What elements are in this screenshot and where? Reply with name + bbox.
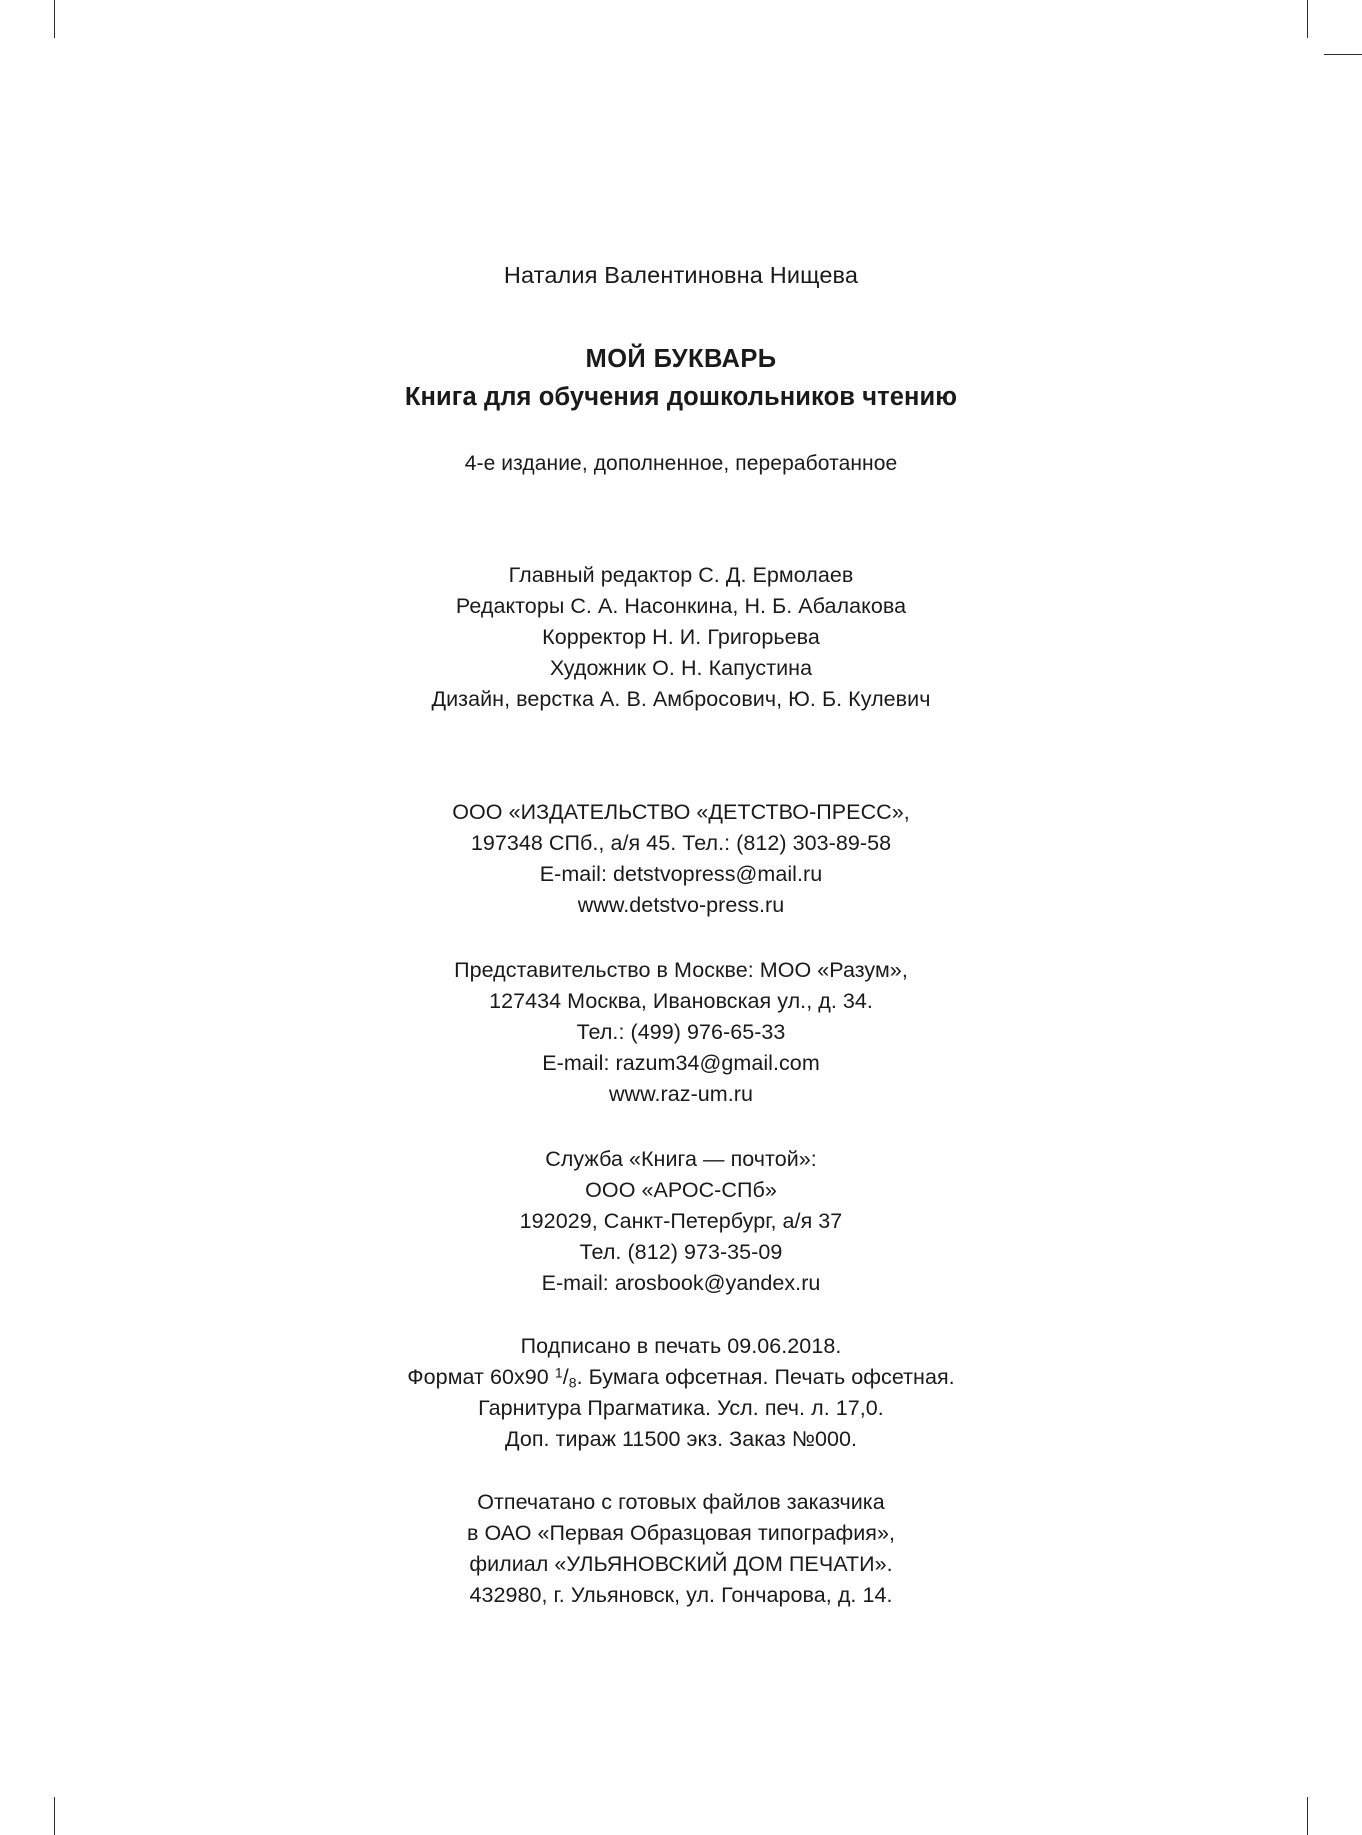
staff-credits [231, 560, 1131, 715]
staff-line: Редакторы С. А. Насонкина, Н. Б. Абалакова [455, 594, 907, 618]
moscow-email: E-mail: razum34@gmail.com [542, 1051, 820, 1075]
print-signed-date: Подписано в печать 09.06.2018. [520, 1334, 842, 1358]
staff-line: Корректор Н. И. Григорьева [542, 625, 820, 649]
print-typeface: Гарнитура Прагматика. Усл. печ. л. 17,0. [478, 1396, 884, 1420]
moscow-office-info [231, 955, 1131, 1110]
printer-line: Отпечатано с готовых файлов заказчика [477, 1490, 885, 1514]
printer-line: в ОАО «Первая Образцовая типография», [467, 1521, 895, 1545]
crop-mark-top-right-horizontal [1324, 54, 1362, 55]
publisher-website: www.detstvo-press.ru [577, 893, 785, 917]
mail-order-line: 192029, Санкт-Петербург, а/я 37 [519, 1209, 843, 1233]
format-denominator: 8 [568, 1374, 577, 1391]
moscow-website: www.raz-um.ru [608, 1082, 753, 1106]
mail-order-info [231, 1144, 1131, 1299]
author-name: Наталия Валентиновна Нищева [503, 262, 859, 288]
publisher-line: 197348 СПб., а/я 45. Тел.: (812) 303-89-58 [470, 831, 892, 855]
crop-mark-top-left [54, 0, 55, 38]
colophon [231, 262, 1131, 1611]
staff-line: Художник О. Н. Капустина [549, 656, 813, 680]
print-format: Формат 60х90 $^1/_8$. Бумага офсетная. Печать офсетная. [407, 1364, 955, 1391]
mail-order-phone: Тел. (812) 973-35-09 [579, 1240, 783, 1264]
moscow-line: 127434 Москва, Ивановская ул., д. 34. [489, 989, 873, 1013]
print-run: Доп. тираж 11500 экз. Заказ №000. [505, 1427, 857, 1451]
format-suffix: . Бумага офсетная. Печать офсетная. [576, 1365, 955, 1389]
publisher-info [231, 797, 1131, 921]
mail-order-line: ООО «АРОС-СПб» [585, 1178, 777, 1202]
edition-statement: 4-е издание, дополненное, переработанное [464, 452, 898, 475]
mail-order-email: E-mail: arosbook@yandex.ru [541, 1271, 821, 1295]
book-subtitle: Книга для обучения дошкольников чтению [404, 383, 958, 411]
crop-mark-bottom-left [54, 1797, 55, 1835]
publisher-email: E-mail: detstvopress@mail.ru [539, 862, 823, 886]
staff-line: Главный редактор С. Д. Ермолаев [508, 563, 854, 587]
print-details [231, 1331, 1131, 1455]
book-title: МОЙ БУКВАРЬ [585, 345, 777, 373]
printer-line: филиал «УЛЬЯНОВСКИЙ ДОМ ПЕЧАТИ». [469, 1552, 893, 1576]
crop-mark-bottom-right [1307, 1797, 1308, 1835]
format-numerator: 1 [554, 1364, 563, 1381]
staff-line: Дизайн, верстка А. В. Амбросович, Ю. Б. Кулевич [431, 687, 931, 711]
printer-address: 432980, г. Ульяновск, ул. Гончарова, д. 14. [469, 1583, 893, 1607]
publisher-line: ООО «ИЗДАТЕЛЬСТВО «ДЕТСТВО-ПРЕСС», [452, 800, 910, 824]
mail-order-line: Служба «Книга — почтой»: [545, 1147, 817, 1171]
moscow-line: Представительство в Москве: МОО «Разум», [454, 958, 908, 982]
format-prefix: Формат 60х90 [407, 1365, 555, 1389]
moscow-phone: Тел.: (499) 976-65-33 [576, 1020, 786, 1044]
printing-house-info [231, 1487, 1131, 1611]
crop-mark-top-right [1307, 0, 1308, 38]
